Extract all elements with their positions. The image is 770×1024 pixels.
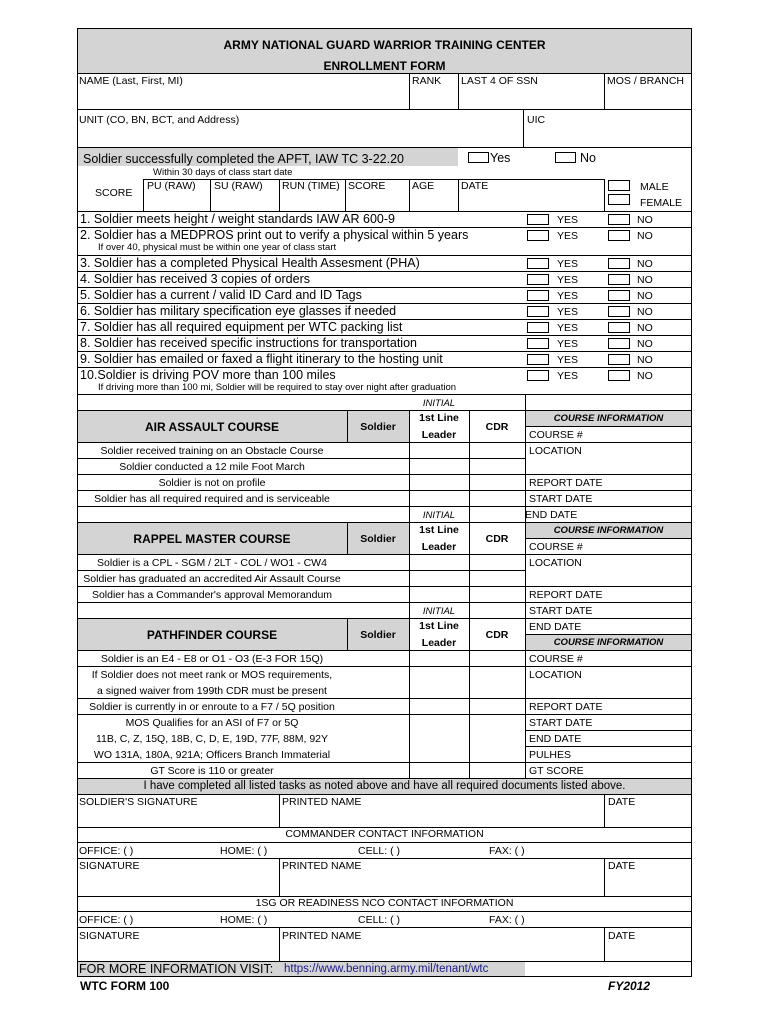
commander-title: COMMANDER CONTACT INFORMATION	[285, 828, 484, 840]
aa-start-date: START DATE	[529, 493, 593, 505]
aa-soldier-header: Soldier	[360, 421, 396, 433]
mos-label: MOS / BRANCH	[607, 75, 685, 87]
rappel-leader-header: Leader	[421, 541, 457, 553]
item-6-yes-checkbox[interactable]	[527, 306, 549, 317]
item-8-no-label: NO	[637, 338, 653, 350]
item-7-no-checkbox[interactable]	[608, 322, 630, 333]
checklist-item-3: 3. Soldier has a completed Physical Health Assesment (PHA)	[80, 256, 420, 270]
visit-label: FOR MORE INFORMATION VISIT:	[79, 962, 274, 976]
apft-no-checkbox[interactable]	[555, 152, 576, 163]
aa-end-date: END DATE	[525, 509, 578, 521]
item-3-no-checkbox[interactable]	[608, 258, 630, 269]
enrollment-form	[77, 28, 692, 977]
fiscal-year: FY2012	[608, 979, 651, 993]
rappel-location: LOCATION	[529, 557, 582, 569]
female-checkbox[interactable]	[608, 194, 630, 205]
commander-fax: FAX: ( )	[489, 845, 525, 857]
pf-pulhes: PULHES	[529, 749, 572, 761]
aa-report-date: REPORT DATE	[529, 477, 603, 489]
item-1-no-label: NO	[637, 214, 653, 226]
pf-item-7: WO 131A, 180A, 921A; Officers Branch Immaterial	[93, 749, 331, 761]
item-2-yes-checkbox[interactable]	[527, 230, 549, 241]
soldier-date-label: DATE	[608, 796, 636, 808]
rappel-cdr-header: CDR	[485, 533, 509, 545]
rappel-item-2: Soldier has graduated an accredited Air Assault Course	[83, 573, 341, 585]
apft-col-score: SCORE	[348, 180, 386, 192]
apft-col-age: AGE	[412, 180, 435, 192]
pf-item-2: If Soldier does not meet rank or MOS requirements,	[91, 669, 333, 681]
aa-initial-label: INITIAL	[422, 398, 456, 409]
rappel-item-1: Soldier is a CPL - SGM / 2LT - COL / WO1 - CW4	[97, 557, 327, 569]
pathfinder-title: PATHFINDER COURSE	[146, 628, 278, 642]
item-2-no-label: NO	[637, 230, 653, 242]
ssn-label: LAST 4 OF SSN	[461, 75, 538, 87]
checklist-item-5: 5. Soldier has a current / valid ID Card and ID Tags	[80, 288, 362, 302]
rappel-item-3: Soldier has a Commander's approval Memorandum	[91, 589, 333, 601]
item-5-no-checkbox[interactable]	[608, 290, 630, 301]
soldier-signature-label: SOLDIER'S SIGNATURE	[79, 796, 198, 808]
item-3-yes-label: YES	[557, 258, 579, 270]
apft-col-date: DATE	[461, 180, 489, 192]
commander-cell: CELL: ( )	[358, 845, 401, 857]
apft-yes-label: Yes	[490, 151, 511, 165]
apft-col-pu: PU (RAW)	[147, 180, 196, 192]
item-6-no-checkbox[interactable]	[608, 306, 630, 317]
item-3-yes-checkbox[interactable]	[527, 258, 549, 269]
item-3-no-label: NO	[637, 258, 653, 270]
item-4-yes-label: YES	[557, 274, 579, 286]
item-9-yes-checkbox[interactable]	[527, 354, 549, 365]
checklist-item-7: 7. Soldier has all required equipment per WTC packing list	[80, 320, 403, 334]
uic-label: UIC	[527, 114, 546, 126]
item-9-yes-label: YES	[557, 354, 579, 366]
pf-item-6: 11B, C, Z, 15Q, 18B, C, D, E, 19D, 77F, 88M, 92Y	[95, 733, 329, 745]
commander-signature-label: SIGNATURE	[79, 860, 140, 872]
rappel-course-info-header: COURSE INFORMATION	[553, 525, 664, 536]
pf-item-4: Soldier is currently in or enroute to a F7 / 5Q position	[89, 701, 335, 713]
pf-location: LOCATION	[529, 669, 582, 681]
form-title: ARMY NATIONAL GUARD WARRIOR TRAINING CENTER	[223, 38, 546, 52]
item-2-no-checkbox[interactable]	[608, 230, 630, 241]
rappel-end-date: END DATE	[529, 621, 582, 633]
pathfinder-course-info-header: COURSE INFORMATION	[553, 637, 664, 648]
first-sgt-home: HOME: ( )	[220, 914, 268, 926]
soldier-printed-name-label: PRINTED NAME	[282, 796, 362, 808]
rappel-soldier-header: Soldier	[360, 533, 396, 545]
pathfinder-cdr-header: CDR	[485, 629, 509, 641]
item-10-no-checkbox[interactable]	[608, 370, 630, 381]
male-checkbox[interactable]	[608, 180, 630, 191]
checklist-item-6: 6. Soldier has military specification eye glasses if needed	[80, 304, 397, 318]
first-sgt-cell: CELL: ( )	[358, 914, 401, 926]
checklist-item-10: 10.Soldier is driving POV more than 100 miles	[80, 368, 336, 382]
apft-yes-checkbox[interactable]	[468, 152, 489, 163]
first-sgt-date-label: DATE	[608, 930, 636, 942]
item-9-no-label: NO	[637, 354, 653, 366]
item-4-no-checkbox[interactable]	[608, 274, 630, 285]
item-9-no-checkbox[interactable]	[608, 354, 630, 365]
pf-start-date: START DATE	[529, 717, 593, 729]
website-link[interactable]: https://www.benning.army.mil/tenant/wtc	[284, 963, 489, 975]
item-10-yes-label: YES	[557, 370, 579, 382]
pf-course-number: COURSE #	[529, 653, 583, 665]
rappel-course-number: COURSE #	[529, 541, 583, 553]
checklist-item-9: 9. Soldier has emailed or faxed a flight itinerary to the hosting unit	[80, 352, 443, 366]
item-8-yes-label: YES	[557, 338, 579, 350]
pf-gt-score: GT SCORE	[529, 765, 584, 777]
item-4-no-label: NO	[637, 274, 653, 286]
aa-item-2: Soldier conducted a 12 mile Foot March	[119, 461, 305, 473]
apft-col-su: SU (RAW)	[214, 180, 263, 192]
form-subtitle: ENROLLMENT FORM	[323, 59, 446, 73]
checklist-item-8: 8. Soldier has received specific instructions for transportation	[80, 336, 417, 350]
aa-first-line-header: 1st Line	[419, 412, 459, 424]
aa-location: LOCATION	[529, 445, 582, 457]
apft-no-label: No	[580, 151, 596, 165]
checklist-item-2: 2. Soldier has a MEDPROS print out to verify a physical within 5 years	[80, 228, 469, 242]
pf-item-3: a signed waiver from 199th CDR must be present	[97, 685, 327, 697]
checklist-item-1: 1. Soldier meets height / weight standards IAW AR 600-9	[80, 212, 395, 226]
item-1-no-checkbox[interactable]	[608, 214, 630, 225]
pf-end-date: END DATE	[529, 733, 582, 745]
aa-item-1: Soldier received training on an Obstacle Course	[100, 445, 324, 457]
item-2-yes-label: YES	[557, 230, 579, 242]
commander-printed-name-label: PRINTED NAME	[282, 860, 362, 872]
item-8-yes-checkbox[interactable]	[527, 338, 549, 349]
commander-home: HOME: ( )	[220, 845, 268, 857]
apft-col-run: RUN (TIME)	[282, 180, 340, 192]
aa-leader-header: Leader	[421, 429, 457, 441]
apft-question: Soldier successfully completed the APFT, IAW TC 3-22.20	[83, 152, 404, 166]
item-5-yes-checkbox[interactable]	[527, 290, 549, 301]
pathfinder-initial-label: INITIAL	[422, 606, 456, 617]
item-4-yes-checkbox[interactable]	[527, 274, 549, 285]
item-5-no-label: NO	[637, 290, 653, 302]
rappel-title: RAPPEL MASTER COURSE	[133, 532, 291, 546]
apft-score-label: SCORE	[95, 187, 133, 199]
item-1-yes-checkbox[interactable]	[527, 214, 549, 225]
rappel-start-date: START DATE	[529, 605, 593, 617]
form-number: WTC FORM 100	[80, 979, 170, 993]
name-label: NAME (Last, First, MI)	[79, 75, 183, 87]
aa-item-3: Soldier is not on profile	[158, 477, 266, 489]
item-7-yes-label: YES	[557, 322, 579, 334]
male-label: MALE	[640, 181, 669, 193]
aa-course-number: COURSE #	[529, 429, 583, 441]
rappel-report-date: REPORT DATE	[529, 589, 603, 601]
pf-report-date: REPORT DATE	[529, 701, 603, 713]
pf-item-8: GT Score is 110 or greater	[150, 765, 274, 777]
pathfinder-leader-header: Leader	[421, 637, 457, 649]
item-10-yes-checkbox[interactable]	[527, 370, 549, 381]
item-6-yes-label: YES	[557, 306, 579, 318]
aa-item-4: Soldier has all required required and is serviceable	[94, 493, 330, 505]
first-sgt-office: OFFICE: ( )	[79, 914, 134, 926]
first-sgt-title: 1SG OR READINESS NCO CONTACT INFORMATION	[255, 897, 514, 909]
item-6-no-label: NO	[637, 306, 653, 318]
first-sgt-signature-label: SIGNATURE	[79, 930, 140, 942]
aa-cdr-header: CDR	[485, 421, 509, 433]
item-7-no-label: NO	[637, 322, 653, 334]
checklist-item-10-note: If driving more than 100 mi, Soldier will be required to stay over night after graduation	[98, 382, 457, 393]
apft-note: Within 30 days of class start date	[153, 167, 293, 178]
item-10-no-label: NO	[637, 370, 653, 382]
female-label: FEMALE	[640, 197, 683, 209]
commander-office: OFFICE: ( )	[79, 845, 134, 857]
rappel-initial-label: INITIAL	[422, 510, 456, 521]
pathfinder-soldier-header: Soldier	[360, 629, 396, 641]
item-5-yes-label: YES	[557, 290, 579, 302]
first-sgt-printed-name-label: PRINTED NAME	[282, 930, 362, 942]
rappel-first-line-header: 1st Line	[419, 524, 459, 536]
item-1-yes-label: YES	[557, 214, 579, 226]
certification-statement: I have completed all listed tasks as noted above and have all required documents listed above.	[143, 780, 626, 792]
pf-item-1: Soldier is an E4 - E8 or O1 - O3 (E-3 FOR 15Q)	[100, 653, 324, 665]
checklist-item-2-note: If over 40, physical must be within one year of class start	[98, 242, 337, 253]
first-sgt-fax: FAX: ( )	[489, 914, 525, 926]
pathfinder-first-line-header: 1st Line	[419, 620, 459, 632]
unit-label: UNIT (CO, BN, BCT, and Address)	[79, 114, 240, 126]
item-8-no-checkbox[interactable]	[608, 338, 630, 349]
commander-date-label: DATE	[608, 860, 636, 872]
pf-item-5: MOS Qualifies for an ASI of F7 or 5Q	[125, 717, 299, 729]
air-assault-title: AIR ASSAULT COURSE	[144, 420, 279, 434]
rank-label: RANK	[412, 75, 442, 87]
checklist-item-4: 4. Soldier has received 3 copies of orders	[80, 272, 310, 286]
item-7-yes-checkbox[interactable]	[527, 322, 549, 333]
aa-course-info-header: COURSE INFORMATION	[553, 413, 664, 424]
